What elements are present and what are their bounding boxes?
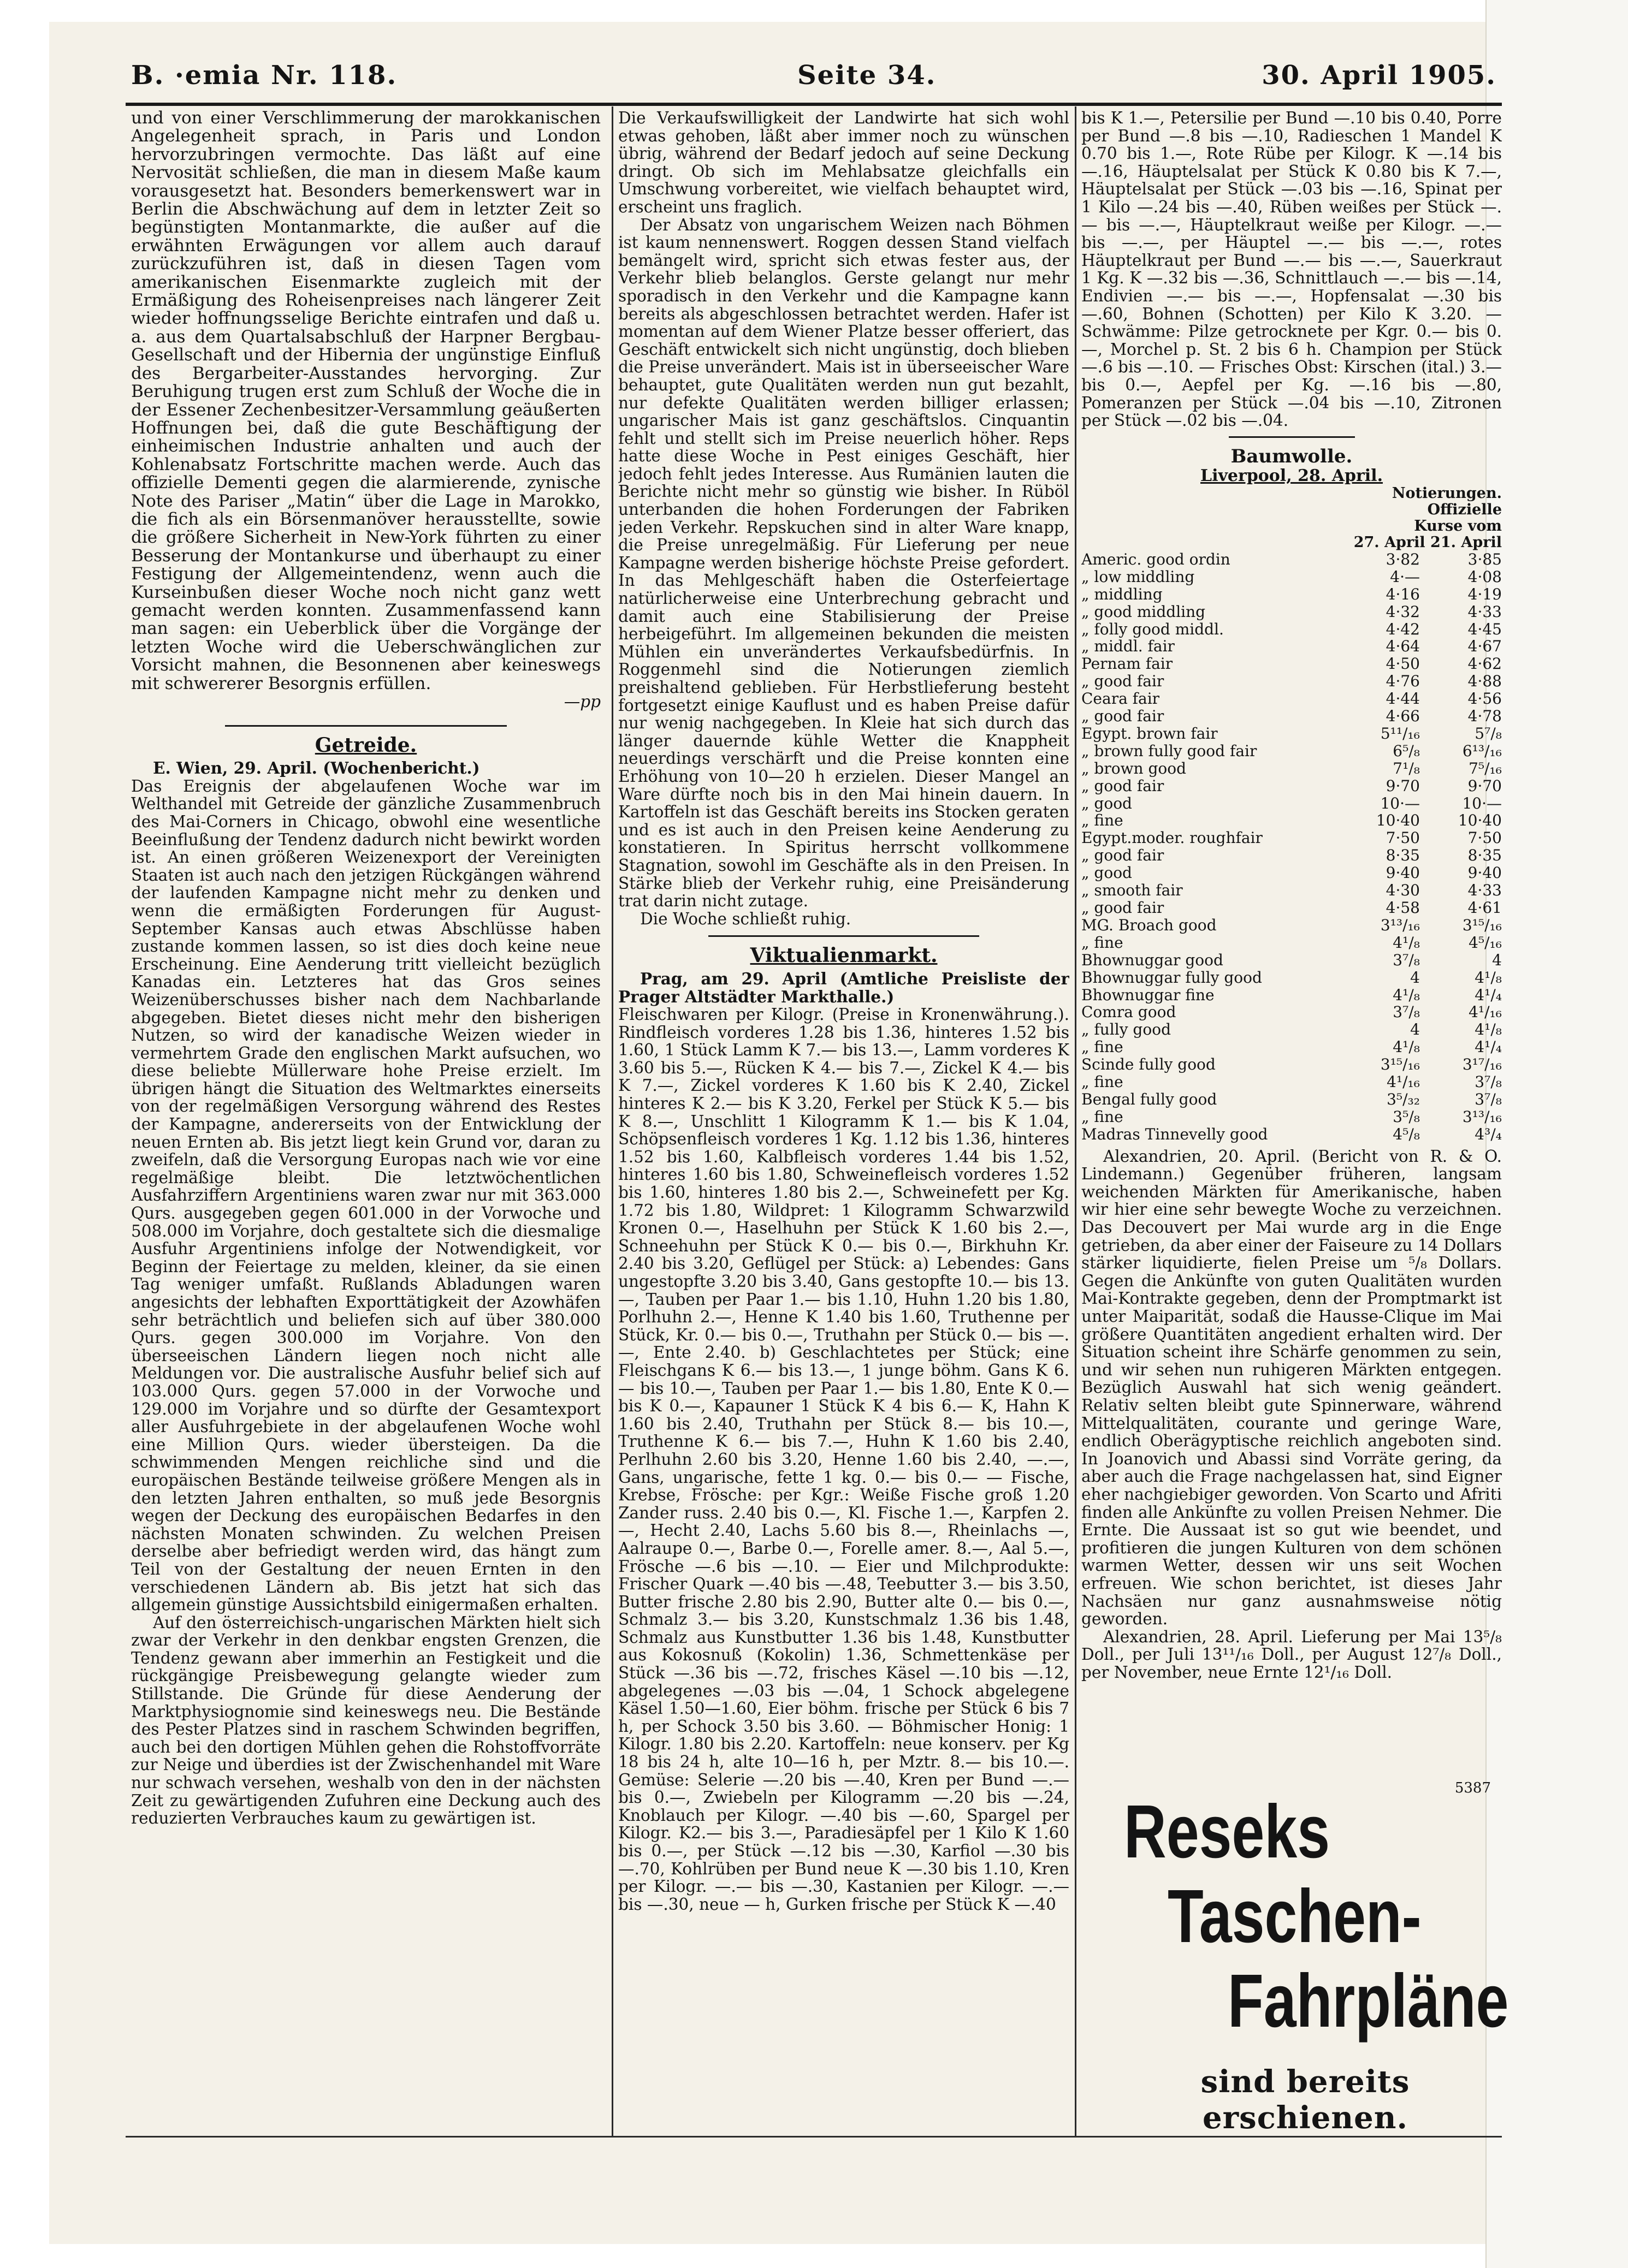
ad-code: 5387 [1454, 1780, 1491, 1796]
cotton-price-27: 9·70 [1386, 776, 1420, 795]
cotton-price-27: 4·32 [1386, 602, 1420, 621]
cotton-grade: „ fine [1081, 1073, 1123, 1091]
cotton-row [1081, 1073, 1502, 1091]
advertisement [1087, 1780, 1509, 2136]
article-text: bis K 1.—, Petersilie per Bund —.10 bis 0.40, Porre per Bund —.8 bis —.10, Radieschen 1 Mandel K 0.70 bis 1.—, Rote Rübe per Kilogr. K —.14 bis —.16, Häuptelsalat per Stück K 0.80 bis K 7.—, Häuptelsalat per Stück —.03 bis —.16, Spinat per 1 Kilo —.24 bis —.40, Rüben weißes per Stück —.— bis —.—, Häuptelkraut weiße per Kilogr. —.— bis —.—, per Häuptel —.— bis —.—, rotes Häuptelkraut per Bund —.— bis —.—, Sauerkraut 1 Kg. K —.32 bis —.36, Schnittlauch —.— bis —.14, Endivien —.— bis —.—, Hopfensalat —.30 bis —.60, Bohnen (Schotten) per Kilo K 3.20. — Schwämme: Pilze getrocknete per Kgr. 0.— bis 0.—, Morchel p. St. 2 bis 6 h. Champion per Stück —.6 bis —.10. — Frisches Obst: Kirschen (ital.) 3.— bis 0.—, Aepfel per Kg. —.16 bis —.80, Pomeranzen per Stück —.04 bis —.10, Zitronen per Stück —.02 bis —.04. [1081, 109, 1502, 430]
cotton-price-27: 7¹/₈ [1393, 759, 1420, 777]
cotton-price-21: 4¹/₈ [1475, 1020, 1502, 1039]
cotton-price-21: 3¹³/₁₆ [1462, 1107, 1502, 1126]
cotton-price-21: 9·70 [1467, 776, 1502, 795]
cotton-grade: Madras Tinnevelly good [1081, 1125, 1268, 1143]
column-2 [618, 109, 1069, 2140]
cotton-grade: Pernam fair [1081, 655, 1173, 673]
cotton-grade: „ good fair [1081, 672, 1164, 691]
article-text: Die Verkaufswilligkeit der Landwirte hat sich wohl etwas gehoben, läßt aber immer noch zu wünschen übrig, während der Bedarf jedoch auf seine Deckung dringt. Ob sich im Mehlabsatze gleichfalls ein Umschwung vorbereitet, wie vielfach behauptet wird, erscheint uns fraglich. [618, 109, 1069, 216]
cotton-row [1081, 899, 1502, 917]
cotton-row [1081, 864, 1502, 882]
cotton-price-21: 4·08 [1467, 567, 1502, 586]
cotton-price-21: 8·35 [1467, 846, 1502, 865]
ad-headline-line: Taschen- [1168, 1874, 1422, 1958]
cotton-row [1081, 725, 1502, 743]
cotton-price-21: 10·— [1462, 794, 1502, 812]
cotton-grade: Bhownuggar fine [1081, 985, 1215, 1004]
cotton-row [1081, 551, 1502, 568]
column-rule [612, 106, 613, 2138]
cotton-row [1081, 1021, 1502, 1038]
ad-headline-line: Reseks [1124, 1790, 1330, 1874]
cotton-price-27: 4·64 [1386, 637, 1420, 656]
cotton-row [1081, 934, 1502, 952]
cotton-price-21: 4·56 [1467, 690, 1502, 708]
section-title: Viktualienmarkt. [750, 944, 938, 967]
cotton-price-27: 3·82 [1386, 550, 1420, 568]
article-lead: E. Wien, 29. April. (Wochenbericht.) [153, 758, 480, 778]
footer-rule [126, 2136, 1502, 2138]
cotton-row [1081, 1091, 1502, 1108]
cotton-price-27: 4·66 [1386, 707, 1420, 726]
cotton-price-21: 4¹/₄ [1475, 985, 1502, 1004]
cotton-grade: „ fine [1081, 1038, 1123, 1056]
page-header [131, 60, 1496, 98]
cotton-row [1081, 708, 1502, 725]
article-text: Der Absatz von ungarischem Weizen nach Böhmen ist kaum nennenswert. Roggen dessen Stand vielfach bemängelt wird, spricht sich etwas fester aus, der Verkehr blieb belanglos. Gerste gelangt nur mehr sporadisch in den Verkehr und die Kampagne kann bereits als abgeschlossen betrachtet werden. Hafer ist momentan auf dem Wiener Platze besser offeriert, das Geschäft entwickelt sich nicht ungünstig, doch blieben die Preise unverändert. Mais ist in überseeischer Ware behauptet, gute Qualitäten werden nun gut bezahlt, nur defekte Qualitäten werden billiger erlassen; ungarischer Mais ist ganz geschäftslos. Cinquantin fehlt und stellt sich im Preise neuerlich höher. Reps hatte diese Woche in Pest einiges Geschäft, hier jedoch fehlt jedes Interesse. Aus Rumänien lauten die Berichte nicht mehr so günstig wie bisher. In Rüböl unterbanden die hohen Forderungen der Fabriken jeden Verkehr. Repskuchen sind in alter Ware knapp, die Preise unregelmäßig. Für Lieferung per neue Kampagne werden bisherige höchste Preise gefordert. In das Mehlgeschäft haben die Osterfeiertage natürlicherweise eine Unterbrechung gebracht und damit auch eine Stabilisierung der Preise herbeigeführt. Im allgemeinen bekunden die meisten Mühlen ein unverändertes Verkaufsbedürfnis. In Roggenmehl sind die Notierungen ziemlich preishaltend geblieben. Für Herbstlieferung besteht fortgesetzt einige Kauflust und es haben Preise dafür nur wenig nachgegeben. In Kleie hat sich durch das länger dauernde kühle Wetter die Knappheit neuerdings verschärft und die Preise konnten eine Erhöhung von 10—20 h erzielen. Dieser Mangel an Ware dürfte noch bis in den Mai hinein dauern. In Kartoffeln ist das Geschäft bereits ins Stocken geraten und es ist auch in den Preisen keine Aenderung zu konstatieren. In Spiritus herrscht vollkommene Stagnation, sowohl im Geschäfte als in den Preisen. In Stärke blieb der Verkehr ruhig, eine Preisänderung trat darin nicht zutage. [618, 215, 1069, 911]
cotton-grade: „ good fair [1081, 846, 1164, 865]
cotton-row [1081, 917, 1502, 934]
cotton-price-27: 5¹¹/₁₆ [1380, 724, 1420, 743]
cotton-price-27: 4 [1410, 1020, 1420, 1039]
cotton-grade: „ brown good [1081, 759, 1187, 777]
cotton-price-21: 4⁵/₁₆ [1469, 933, 1502, 952]
cotton-row [1081, 673, 1502, 690]
cotton-grade: „ smooth fair [1081, 881, 1183, 900]
cotton-price-27: 3¹⁵/₁₆ [1380, 1055, 1420, 1074]
column-3 [1081, 109, 1502, 1774]
cotton-row [1081, 586, 1502, 603]
cotton-grade: „ fine [1081, 811, 1123, 830]
cotton-row [1081, 969, 1502, 987]
cotton-header-line: Notierungen. [1392, 484, 1502, 502]
cotton-row [1081, 655, 1502, 673]
cotton-row [1081, 568, 1502, 586]
cotton-grade: „ good [1081, 794, 1132, 812]
article-text: Alexandrien, 20. April. (Bericht von R. & O. Lindemann.) Gegenüber früheren, langsam weichenden Märkten für Amerikanische, haben wir hier eine sehr bewegte Woche zu verzeichnen. Das Decouvert per Mai wurde arg in die Enge getrieben, da aber einer der Faiseure zu 14 Dollars stärker liquidierte, fielen Preise um ⁵/₈ Dollars. Gegen die Ankünfte von guten Qualitäten wurden Mai-Kontrakte gegeben, denn der Promptmarkt ist unter Maiparität, sodaß die Hausse-Clique im Mai größere Quantitäten angedient erhalten wird. Der Situation scheint ihre Schärfe genommen zu sein, und wir sehen nun ruhigeren Märkten entgegen. Bezüglich Auswahl hat sich wenig geändert. Relativ selten bleibt gute Spinnerware, während Mittelqualitäten, courante und geringe Ware, endlich Oberägyptische reichlich angeboten sind. In Joanovich und Abassi sind Vorräte gering, da aber auch die Frage nachgelassen hat, sind Eigner eher nachgiebiger geworden. Von Scarto und Afriti finden alle Ankünfte zu vollen Preisen Nehmer. Die Ernte. Die Aussaat ist so gut wie beendet, und profitieren die jungen Kulturen von dem schönen warmen Wetter, dessen wir uns seit Wochen erfreuen. Wie schon berichtet, ist dieses Jahr Nachsäen nur ganz ausnahmsweise nötig geworden. [1081, 1147, 1502, 1629]
cotton-row [1081, 1108, 1502, 1126]
cotton-grade: Bhownuggar good [1081, 951, 1223, 969]
cotton-price-27: 9·40 [1386, 864, 1420, 882]
cotton-price-21: 4·33 [1467, 602, 1502, 621]
section-title: Getreide. [315, 733, 417, 757]
cotton-row [1081, 1004, 1502, 1021]
cotton-price-21: 4·67 [1467, 637, 1502, 656]
cotton-grade: Bhownuggar fully good [1081, 968, 1262, 987]
cotton-row [1081, 777, 1502, 795]
cotton-price-21: 3¹⁷/₁₆ [1462, 1055, 1502, 1074]
cotton-price-27: 4·44 [1386, 690, 1420, 708]
cotton-grade: „ good middling [1081, 602, 1206, 621]
cotton-price-27: 4·16 [1386, 585, 1420, 603]
cotton-price-27: 6⁵/₈ [1393, 741, 1420, 760]
cotton-row [1081, 1056, 1502, 1073]
cotton-price-27: 4·42 [1386, 620, 1420, 638]
cotton-row [1081, 1038, 1502, 1056]
cotton-price-21: 3⁷/₈ [1475, 1073, 1502, 1091]
divider [708, 935, 979, 937]
ad-headline [1054, 1791, 1513, 1873]
cotton-price-21: 3⁷/₈ [1475, 1090, 1502, 1108]
cotton-grade: „ good [1081, 864, 1132, 882]
page-number: Seite 34. [797, 60, 937, 91]
cotton-price-21: 4 [1492, 951, 1502, 969]
article-text: Die Woche schließt ruhig. [640, 909, 851, 928]
cotton-price-27: 7·50 [1386, 829, 1420, 847]
cotton-row [1081, 621, 1502, 638]
cotton-price-27: 8·35 [1386, 846, 1420, 865]
cotton-price-21: 4·88 [1467, 672, 1502, 691]
cotton-price-27: 4·76 [1386, 672, 1420, 691]
signature: —pp [564, 692, 601, 711]
cotton-grade: Egypt.moder. roughfair [1081, 829, 1263, 847]
cotton-price-27: 3⁷/₈ [1393, 951, 1420, 969]
cotton-price-27: 3⁷/₈ [1393, 1003, 1420, 1022]
cotton-row [1081, 638, 1502, 655]
cotton-grade: „ good fair [1081, 776, 1164, 795]
ad-headline [1180, 1960, 1617, 2042]
cotton-price-21: 4¹/₈ [1475, 968, 1502, 987]
cotton-price-21: 4¹/₁₆ [1469, 1003, 1502, 1022]
ad-headline-line: Fahrpläne [1228, 1959, 1509, 2043]
cotton-grade: Egypt. brown fair [1081, 724, 1218, 743]
cotton-row [1081, 952, 1502, 969]
cotton-row [1081, 690, 1502, 708]
cotton-grade: Americ. good ordin [1081, 550, 1230, 568]
cotton-price-21: 9·40 [1467, 864, 1502, 882]
article-text: Das Ereignis der abgelaufenen Woche war im Welthandel mit Getreide der gänzliche Zusammenbruch des Mai-Corners in Chicago, obwohl eine wesentliche Beeinflußung der Tendenz dadurch nicht bewirkt worden ist. An einen größeren Weizenexport der Vereinigten Staaten ist auch nach den jetzigen Rückgängen während der laufenden Kampagne nicht mehr zu denken und wenn die ermäßigten Forderungen für August-September Kansas auch etwas Abschlüsse haben zustande kommen lassen, so ist dies doch keine neue Erscheinung. Eine Aenderung tritt vielleicht bezüglich Kanadas ein. Letzteres hat das Gros seines Weizenüberschusses bisher nach dem Nachbarlande abgegeben. Bietet dieses nicht mehr den bisherigen Nutzen, so wird der kanadische Weizen wieder in vermehrtem Grade den englischen Markt aufsuchen, wo diese beliebte Müllerware hohe Preise erzielt. Im übrigen hängt die Situation des Weltmarktes einerseits von der regelmäßigen Versorgung während des Restes der Kampagne, andererseits von der Entwicklung der neuen Ernten ab. Bis jetzt liegt kein Grund vor, daran zu zweifeln, daß die Versorgung Europas nach wie vor eine regelmäßige bleibt. Die letztwöchentlichen Ausfahrziffern Argentiniens waren zwar nur mit 363.000 Qurs. ausgegeben gegen 601.000 in der Vorwoche und 508.000 im Vorjahre, doch gestaltete sich die diesmalige Ausfuhr Argentiniens infolge der Notwendigkeit, vor Beginn der Feiertage zu melden, kleiner, da sie einen Tag weniger umfaßt. Rußlands Abladungen waren angesichts der lebhaften Exporttätigkeit der Azowhäfen sehr beträchtlich und beliefen sich auf über 380.000 Qurs. gegen 300.000 im Vorjahre. Von den überseeischen Ländern liegen noch nicht alle Meldungen vor. Die australische Ausfuhr belief sich auf 103.000 Qurs. gegen 57.000 in der Vorwoche und 129.000 im Vorjahre und so dürfte der Gesamtexport aller Ausfuhrgebiete in der abgelaufenen Woche wohl eine Million Qurs. wieder übersteigen. Da die schwimmenden Mengen reichliche sind und die europäischen Bestände teilweise größere Mengen als in den letzten Jahren enthalten, so muß jede Besorgnis wegen der Deckung des europäischen Bedarfes in den nächsten Monaten schwinden. Zu welchen Preisen derselbe aber befriedigt werden wird, das hängt zum Teil von der Gestaltung der neuen Ernten in den verschiedenen Ländern ab. Bis jetzt hat sich das allgemein günstige Aussichtsbild einigermaßen erhalten. [131, 776, 601, 1614]
cotton-price-27: 4·— [1390, 567, 1420, 586]
cotton-grade: Bengal fully good [1081, 1090, 1217, 1108]
cotton-price-21: 4·33 [1467, 881, 1502, 900]
cotton-price-27: 4⁵/₈ [1393, 1125, 1420, 1143]
header-rule [126, 103, 1502, 106]
cotton-header-line: Offizielle [1427, 501, 1502, 518]
cotton-price-21: 6¹³/₁₆ [1462, 741, 1502, 760]
cotton-price-27: 4·30 [1386, 881, 1420, 900]
issue-date: 30. April 1905. [1262, 60, 1496, 91]
cotton-grade: „ fully good [1081, 1020, 1171, 1039]
cotton-price-27: 3¹³/₁₆ [1380, 916, 1420, 934]
cotton-row [1081, 812, 1502, 829]
cotton-price-21: 7⁵/₁₆ [1469, 759, 1502, 777]
cotton-price-27: 4¹/₈ [1393, 933, 1420, 952]
cotton-header [1081, 485, 1502, 551]
cotton-price-21: 7·50 [1467, 829, 1502, 847]
cotton-price-27: 4·58 [1386, 899, 1420, 917]
cotton-subtitle: Liverpool, 28. April. [1200, 466, 1383, 486]
cotton-row [1081, 829, 1502, 847]
masthead-issue: B. ·emia Nr. 118. [131, 60, 398, 91]
cotton-grade: Scinde fully good [1081, 1055, 1216, 1074]
article-text: Alexandrien, 28. April. Lieferung per Mai 13⁵/₈ Doll., per Juli 13¹¹/₁₆ Doll., per August 12⁷/₈ Doll., per November, neue Ernte 12¹/₁₆ Doll. [1081, 1627, 1502, 1682]
cotton-header-line: 27. April 21. April [1353, 533, 1502, 551]
cotton-price-27: 4¹/₈ [1393, 985, 1420, 1004]
cotton-price-21: 4·78 [1467, 707, 1502, 726]
cotton-grade: „ middling [1081, 585, 1163, 603]
article-lead: Prag, am 29. April (Amtliche Preisliste der Prager Altstädter Markthalle.) [618, 969, 1069, 1006]
cotton-title: Baumwolle. [1230, 445, 1353, 467]
cotton-grade: „ low middling [1081, 567, 1195, 586]
cotton-price-27: 4·50 [1386, 655, 1420, 673]
cotton-price-21: 4¹/₄ [1475, 1038, 1502, 1056]
cotton-row [1081, 760, 1502, 777]
cotton-price-21: 3·85 [1467, 550, 1502, 568]
cotton-row [1081, 795, 1502, 812]
cotton-price-table [1081, 551, 1502, 1143]
cotton-grade: MG. Broach good [1081, 916, 1217, 934]
cotton-row [1081, 603, 1502, 621]
cotton-price-21: 3¹⁵/₁₆ [1462, 916, 1502, 934]
cotton-grade: Ceara fair [1081, 690, 1160, 708]
cotton-price-27: 10·— [1380, 794, 1420, 812]
cotton-price-21: 4·19 [1467, 585, 1502, 603]
cotton-row [1081, 882, 1502, 899]
cotton-price-21: 5⁷/₈ [1475, 724, 1502, 743]
ad-headline [1120, 1875, 1556, 1957]
article-text: Auf den österreichisch-ungarischen Märkten hielt sich zwar der Verkehr in den denkbar engsten Grenzen, die Tendenz gewann aber immerhin an Festigkeit und die rückgängige Preisbewegung gelangte wieder zum Stillstande. Die Gründe für diese Aenderung der Marktphysiognomie sind keineswegs neu. Die Bestände des Pester Platzes sind in raschem Schwinden begriffen, auch bei den dortigen Mühlen gehen die Rohstoffvorräte zur Neige und überdies ist der Zwischenhandel mit Ware nur schwach versehen, weshalb von den in der nächsten Zeit zu gewärtigenden Zufuhren eine Deckung auch des reduzierten Verbrauches kaum zu gewärtigen ist. [131, 1613, 601, 1828]
cotton-price-27: 3⁵/₈ [1393, 1107, 1420, 1126]
cotton-price-27: 3⁵/₃₂ [1387, 1090, 1420, 1108]
ad-tagline: sind bereits erschienen. [1200, 2064, 1410, 2136]
cotton-row [1081, 743, 1502, 760]
cotton-row [1081, 1126, 1502, 1143]
cotton-price-21: 4·61 [1467, 899, 1502, 917]
cotton-header-line: Kurse vom [1414, 517, 1502, 535]
column-1 [131, 109, 601, 2140]
cotton-price-21: 4³/₄ [1475, 1125, 1502, 1143]
article-text: und von einer Verschlimmerung der marokkanischen Angelegenheit sprach, in Paris und London hervorzubringen vermochte. Das läßt auf eine Nervosität schließen, die man in diesem Maße kaum vorausgesetzt hat. Besonders bemerkenswert war in Berlin die Abschwächung auf dem in letzter Zeit so begünstigten Montanmarkte, die außer auf die erwähnten Erwägungen vor allem auch darauf zurückzuführen ist, daß in diesen Tagen vom amerikanischen Eisenmarkte zugleich mit der Ermäßigung des Roheisenpreises nach längerer Zeit wieder hoffnungsselige Berichte eintrafen und daß u. a. aus dem Quartalsabschluß der Harpner Bergbau-Gesellschaft und der Hibernia der ungünstige Einfluß des Bergarbeiter-Ausstandes hervorging. Zur Beruhigung trugen erst zum Schluß der Woche die in der Essener Zechenbesitzer-Versammlung geäußerten Hoffnungen bei, daß die gute Beschäftigung der einheimischen Industrie anhalten und auch der Kohlenabsatz Fortschritte machen werde. Auch das offizielle Dementi gegen die alarmierende, zynische Note des Pariser „Matin“ über die Lage in Marokko, die fich als ein Börsenmanöver herausstellte, sowie die größere Sicherheit in New-York führten zu einer Besserung der Montankurse und überhaupt zu einer Festigung der Allgemeintendenz, wenn auch die Kurseinbußen dieser Woche noch nicht ganz wett gemacht werden konnten. Zusammenfassend kann man sagen: ein Ueberblick über die Vorgänge der letzten Woche wird die Ueberschwänglichen zur Vorsicht mahnen, die Besonnenen aber keineswegs mit schwererer Besorgnis erfüllen. [131, 109, 601, 693]
cotton-price-21: 4·45 [1467, 620, 1502, 638]
divider [225, 725, 507, 727]
cotton-grade: „ good fair [1081, 899, 1164, 917]
cotton-grade: „ good fair [1081, 707, 1164, 726]
cotton-price-27: 4¹/₈ [1393, 1038, 1420, 1056]
cotton-grade: „ brown fully good fair [1081, 741, 1257, 760]
cotton-grade: Comra good [1081, 1003, 1176, 1022]
cotton-grade: „ fine [1081, 1107, 1123, 1126]
cotton-price-27: 4¹/₁₆ [1387, 1073, 1420, 1091]
cotton-grade: „ fine [1081, 933, 1123, 952]
cotton-row [1081, 847, 1502, 864]
cotton-grade: „ folly good middl. [1081, 620, 1224, 638]
divider [1229, 436, 1355, 438]
cotton-price-21: 10·40 [1458, 811, 1502, 830]
cotton-row [1081, 987, 1502, 1004]
cotton-price-21: 4·62 [1467, 655, 1502, 673]
cotton-price-27: 10·40 [1376, 811, 1420, 830]
cotton-grade: „ middl. fair [1081, 637, 1175, 656]
cotton-price-27: 4 [1410, 968, 1420, 987]
article-text: Fleischwaren per Kilogr. (Preise in Kronenwährung.). Rindfleisch vorderes 1.28 bis 1.36, hinteres 1.52 bis 1.60, 1 Stück Lamm K 7.— bis 13.—, Lamm vorderes K 3.60 bis 5.—, Rücken K 4.— bis 7.—, Zickel K 4.— bis K 7.—, Zickel vorderes K 1.60 bis K 2.40, Zickel hinteres K 2.— bis K 3.20, Ferkel per Stück K 5.— bis K 8.—, Unschlitt 1 Kilogramm K 1.— bis K 1.04, Schöpsenfleisch vorderes 1 Kg. 1.12 bis 1.36, hinteres 1.52 bis 1.60, Kalbfleisch vorderes 1.44 bis 1.52, hinteres 1.60 bis 1.80, Schweinefleisch vorderes 1.52 bis 1.60, hinteres 1.80 bis 2.—, Schweinefett per Kg. 1.72 bis 1.80, Wildpret: 1 Kilogramm Schwarzwild Kronen 0.—, Haselhuhn per Stück K 1.60 bis 2.—, Schneehuhn per Stück K 0.— bis 0.—, Birkhuhn Kr. 2.40 bis 3.20, Geflügel per Stück: a) Lebendes: Gans ungestopfte 3.20 bis 3.40, Gans gestopfte 10.— bis 13.—, Tauben per Paar 1.— bis 1.10, Huhn 1.20 bis 1.80, Porlhuhn 2.—, Henne K 1.40 bis 1.60, Truthenne per Stück, Kr. 0.— bis 0.—, Truthahn per Stück 0.— bis —.—, Ente 2.40. b) Geschlachtetes per Stück; eine Fleischgans K 6.— bis 13.—, 1 junge böhm. Gans K 6.— bis 10.—, Tauben per Paar 1.— bis 1.80, Ente K 0.— bis K 0.—, Kapauner 1 Stück K 4 bis 6.— K, Hahn K 1.60 bis 2.40, Truthahn per Stück 8.— bis 10.—, Truthenne K 6.— bis 7.—, Huhn K 1.60 bis 2.40, Perlhuhn 2.60 bis 3.20, Henne 1.60 bis 2.40, —.—, Gans, ungarische, fette 1 kg. 0.— bis 0.— — Fische, Krebse, Frösche: per Kgr.: Weiße Fische groß 1.20 Zander russ. 2.40 bis 0.—, Kl. Fische 1.—, Karpfen 2.—, Hecht 2.40, Lachs 5.60 bis 8.—, Rheinlachs —, Aalraupe 0.—, Barbe 0.—, Forelle amer. 8.—, Aal 5.—, Frösche —.6 bis —.10. — Eier und Milchprodukte: Frischer Quark —.40 bis —.48, Teebutter 3.— bis 3.50, Butter frische 2.80 bis 2.90, Butter alte 0.— bis 0.—, Schmalz 3.— bis 3.20, Kunstschmalz 1.36 bis 1.48, Schmalz aus Kunstbutter 1.36 bis 1.48, Kunstbutter aus Kokosnuß (Kokolin) 1.36, Schmettenkäse per Stück —.36 bis —.72, frisches Käsel —.10 bis —.12, abgelegenes —.03 bis —.04, 1 Schock abgelegene Käsel 1.50—1.60, Eier böhm. frische per Stück 6 bis 7 h, per Schock 3.50 bis 3.60. — Böhmischer Honig: 1 Kilogr. 1.80 bis 2.20. Kartoffeln: neue konserv. per Kg 18 bis 24 h, alte 10—16 h, per Mztr. 8.— bis 10.—. Gemüse: Selerie —.20 bis —.40, Kren per Bund —.— bis 0.—, Zwiebeln per Kilogramm —.20 bis —.24, Knoblauch per Kilogr. —.40 bis —.60, Spargel per Kilogr. K2.— bis 3.—, Paradiesäpfel per 1 Kilo K 1.60 bis 0.—, per Stück —.12 bis —.30, Karfiol —.30 bis —.70, Kohlrüben per Bund neue K —.30 bis 1.10, Kren per Kilogr. —.— bis —.30, Kastanien per Kilogr. —.— bis —.30, neue — h, Gurken frische per Stück K —.40 [618, 1005, 1069, 1914]
